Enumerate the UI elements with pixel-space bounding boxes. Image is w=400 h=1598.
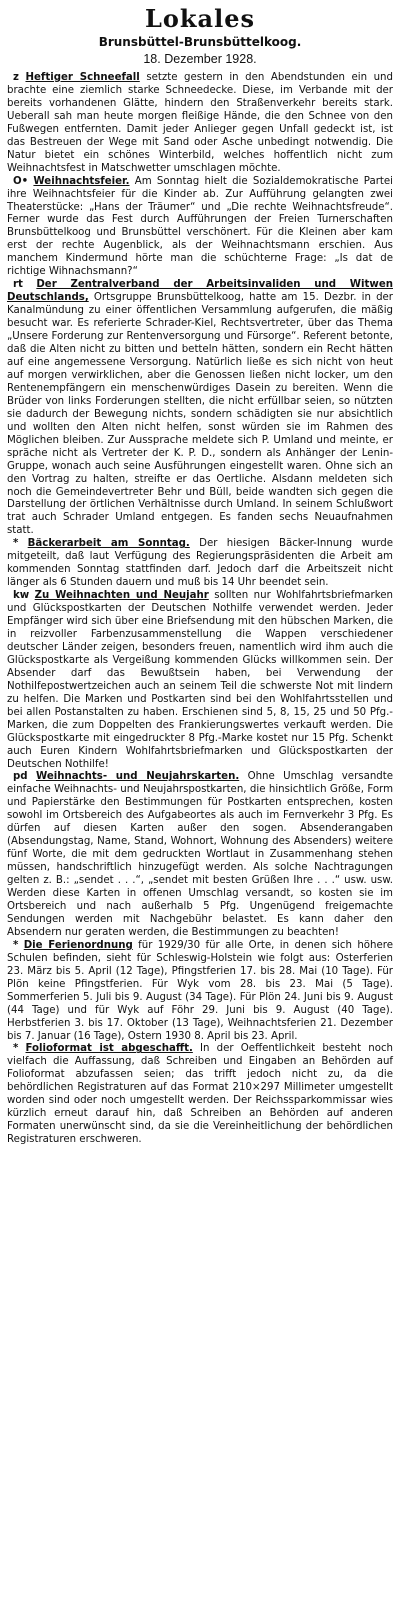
article-heading: Weihnachts- und Neujahrskarten. bbox=[35, 771, 240, 783]
article-marker: * bbox=[13, 538, 19, 550]
article-heading: Zu Weihnachten und Neujahr bbox=[34, 590, 209, 602]
article-marker: kw bbox=[13, 590, 30, 602]
article-ferienordnung bbox=[7, 940, 393, 1044]
article-body: sollten nur Wohlfahrtsbriefmarken und Glückspostkarten der Deutschen Nothilfe verwendet werden. Jeder Empfänger wird sich über eine Briefsendung mit den hübschen Marken, die in reizvoller Farbenzusammenstellung die Wappen verschiedener deutscher Länder zeigen, besonders freuen, namentlich wird ihm auch die Glückspostkarte als Vergeißung kommenden Glücks willkommen sein. Der Absender darf das Bewußtsein haben, bei Verwendung der Nothilfepostwertzeichen auch an seinem Teil die schwerste Not mit lindern zu helfen. Die Marken und Postkarten sind bei den Wohlfahrtsstellen und bei allen Postanstalten zu haben. Erschienen sind 5, 8, 15, 25 und 50 Pfg.-Marken, die zum Doppelten des Frankierungswertes verkauft werden. Die Glückspostkarte mit eingedruckter 8 Pfg.-Marke kostet nur 15 Pfg. Schenkt auch Euren Kindern Wohlfahrtsbriefmarken und Glückspostkarten der Deutschen Nothilfe! bbox=[7, 590, 393, 770]
article-body: Der hiesigen Bäcker-Innung wurde mitgeteilt, daß laut Verfügung des Regierungspräsidenten die Arbeit am kommenden Sonntag stattfinden darf. Jedoch darf die Arbeitszeit nicht länger als 6 Stunden dauern und muß bis 14 Uhr beendet sein. bbox=[7, 538, 393, 589]
article-weihnachtsfeier bbox=[7, 176, 393, 280]
issue-date: 18. Dezember 1928. bbox=[143, 52, 257, 66]
article-neujahrskarten bbox=[7, 771, 393, 939]
article-heading: Heftiger Schneefall bbox=[25, 72, 140, 83]
article-body: Am Sonntag hielt die Sozialdemokratische Partei ihre Weihnachtsfeier für die Kinder ab. Zur Aufführung gelangten zwei Theaterstücke: „Hans der Träumer“ und „Die rechte Weihnachtsfreude“. Ferner wurde das Fest durch Aufführungen der Freien Turnerschaften Brunsbüttelkoog und Brunsbüttel verschönert. Für die Kleinen aber kam erst der rechte Augenblick, als der Weihnachtsmann erschien. Aus manchem Kindermund hörte man die schüchterne Frage: „Is dat de richtige Wihnachsmann?“ bbox=[7, 175, 393, 278]
article-heading: Der Zentralverband der Arbeitsinvaliden und Witwen Deutschlands, bbox=[7, 279, 393, 304]
article-schneefall bbox=[7, 72, 393, 176]
article-heading: Weihnachtsfeier. bbox=[33, 175, 130, 187]
dateline: Brunsbüttel-Brunsbüttelkoog. bbox=[98, 35, 302, 49]
article-heading: Bäckerarbeit am Sonntag. bbox=[27, 538, 190, 550]
article-marker: * bbox=[13, 1043, 19, 1055]
article-folioformat bbox=[7, 1043, 393, 1147]
article-marker: rt bbox=[13, 279, 23, 291]
article-body: setzte gestern in den Abendstunden ein und brachte eine ziemlich starke Schneedecke. Diese, im Verbande mit der bereits vorhandenen Glätte, hindern den Straßenverkehr bereits stark. Ueberall sah man heute morgen fleißige Hände, die den Schnee von den Fußwegen entfernten. Damit jeder Anlieger gegen Unfall gedeckt ist, ist das Bestreuen der Wege mit Sand oder Asche unbedingt notwendig. Die Natur bietet ein schönes Winterbild, welches hoffentlich nicht zum Weihnachtsfest in Matschwetter umschlagen möchte. bbox=[7, 72, 393, 174]
article-body: In der Oeffentlichkeit besteht noch vielfach die Auffassung, daß Schreiben und Eingaben an Behörden auf Folioformat abzufassen seien; das trifft jedoch nicht zu, da die behördlichen Registraturen auf das Format 210×297 Millimeter umgestellt worden sind oder noch umgestellt werden. Der Reichssparkommissar wies kürzlich erneut darauf hin, daß Schreiben an Behörden auf anderen Formaten unerwünscht sind, da sie die Vereinheitlichung der behördlichen Registraturen erschweren. bbox=[7, 1043, 394, 1146]
article-marker: O• bbox=[13, 175, 29, 187]
article-weihnachten-neujahr bbox=[7, 590, 393, 771]
article-body: Ortsgruppe Brunsbüttelkoog, hatte am 15. Dezbr. in der Kanalmündung zu einer öffentlichen Versammlung aufgerufen, die mäßig besucht war. Es referierte Schrader-Kiel, Rechtsvertreter, über das Thema „Unsere Forderung zur Rentenversorgung und Fürsorge“. Referent betonte, daß die Alten nicht zu bitten und betteln hätten, sondern ein Recht hätten auf eine angemessene Versorgung. Natürlich ließe es sich nicht von heut auf morgen verwirklichen, aber die Genossen ließen nicht locker, um den Rentenempfängern ein menschenwürdiges Dasein zu bereiten. Wenn die Brüder von links Forderungen stellten, die nicht erfüllbar seien, so nützten sie dadurch der Bewegung nichts, sondern schädigten sie nur absichtlich und wollten den Alten nicht helfen, sonst würden sie im Rahmen des Möglichen bleiben. Zur Aussprache meldete sich P. Umland und meinte, er spräche nicht als Vertreter der K. P. D., sondern als Anhänger der Lenin-Gruppe, wonach auch seine Ausführungen eingestellt waren. Ohne sich an den Vortrag zu halten, streifte er das Oertliche. Alsdann meldeten sich noch die Gemeindevertreter Behr und Büll, beide wandten sich gegen die Darstellung der örtlichen Verhältnisse durch Umland. In seinem Schlußwort trat auch Schrader Umland entgegen. Es fanden sechs Neuaufnahmen statt. bbox=[7, 292, 393, 537]
article-heading: Die Ferienordnung bbox=[23, 939, 133, 951]
article-baeckerarbeit bbox=[7, 538, 393, 590]
article-heading: Folioformat ist abgeschafft. bbox=[25, 1043, 193, 1055]
section-title: Lokales bbox=[145, 4, 255, 33]
article-body: für 1929/30 für alle Orte, in denen sich höhere Schulen befinden, sieht für Schleswig-Holstein wie folgt aus: Osterferien 23. März bis 5. April (12 Tage), Pfingstferien 17. bis 28. Mai (10 Tage). Für Plön keine Pfingstferien. Für Wyk vom 28. bis 23. Mai (5 Tage). Sommerferien 5. Juli bis 9. August (34 Tage). Für Plön 24. Juni bis 9. August (44 Tage) und für Wyk auf Föhr 29. Juni bis 9. August (40 Tage). Herbstferien 3. bis 17. Oktober (13 Tage), Weihnachtsferien 21. Dezember bis 7. Januar (16 Tage), Ostern 1930 8. April bis 23. April. bbox=[7, 939, 393, 1042]
article-marker: z bbox=[13, 72, 19, 83]
article-marker: pd bbox=[13, 771, 28, 783]
article-zentralverband bbox=[7, 279, 393, 538]
article-body: Ohne Umschlag versandte einfache Weihnachts- und Neujahrspostkarten, die hinsichtlich Größe, Form und Papierstärke den Bestimmungen für Postkarten entsprechen, kosten sowohl im Ortsbereich des Aufgabeortes als auch im Fernverkehr 3 Pfg. Es dürfen auf diesen Karten außer den sogen. Absenderangaben (Absendungstag, Name, Stand, Wohnort, Wohnung des Absenders) weitere fünf Worte, die mit dem gedruckten Wortlaut in Zusammenhang stehen müssen, handschriftlich hinzugefügt werden. Als solche Nachtragungen gelten z. B.: „sendet . . .“, „sendet mit besten Grüßen Ihre . . .“ usw. usw. Werden diese Karten in offenen Umschlag versandt, so kosten sie im Ortsbereich und nach außerhalb 5 Pfg. Ungenügend freigemachte Sendungen werden mit Nachgebühr belastet. Es kann daher den Absendern nur geraten werden, die Bestimmungen zu beachten! bbox=[7, 771, 393, 938]
article-marker: * bbox=[13, 939, 19, 951]
